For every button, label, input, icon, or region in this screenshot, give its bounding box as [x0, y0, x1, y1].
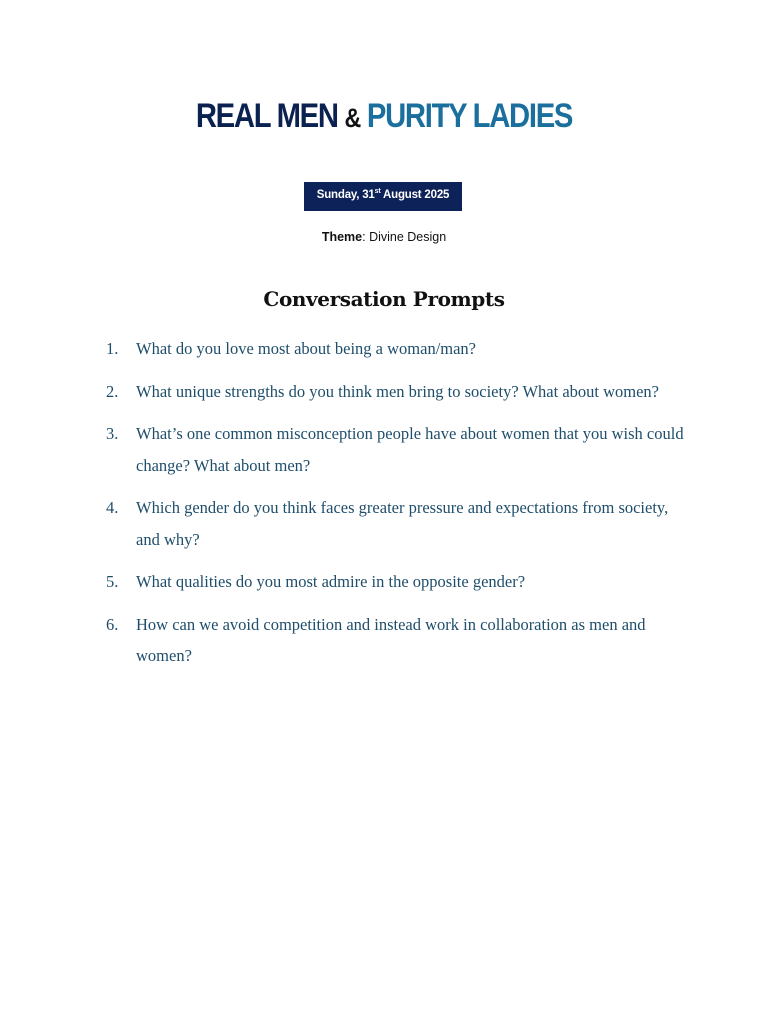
list-item-number: 2.: [106, 381, 119, 401]
list-item-text: What qualities do you most admire in the opposite gender?: [136, 572, 526, 591]
list-item-number: 4.: [106, 498, 119, 517]
title-ampersand: &: [344, 103, 361, 133]
list-item: [106, 418, 686, 481]
date-ordinal: st: [374, 188, 381, 195]
list-item-text: What’s one common misconception people have about women that you wish could change? What about men?: [136, 424, 684, 475]
page-title: [54, 92, 714, 142]
list-item-text: How can we avoid competition and instead work in collaboration as men and women?: [136, 614, 646, 665]
title-purity-ladies: PURITY LADIES: [366, 97, 573, 135]
theme-separator: :: [362, 230, 370, 244]
theme-value: Divine Design: [369, 230, 447, 244]
date-day: Sunday, 31: [316, 189, 375, 201]
title-real-men: REAL MEN: [195, 97, 338, 135]
prompts-list: [106, 333, 686, 683]
list-item-number: 3.: [106, 424, 119, 443]
theme-label: Theme: [321, 230, 363, 244]
list-item-text: Which gender do you think faces greater pressure and expectations from society, and why?: [136, 498, 669, 549]
list-item: [106, 566, 686, 598]
date-badge: [304, 182, 462, 211]
list-item-number: 6.: [106, 614, 119, 634]
list-item-number: 1.: [106, 339, 119, 358]
list-item: [106, 333, 686, 365]
list-item-text: What unique strengths do you think men bring to society? What about women?: [136, 381, 660, 401]
list-item: [106, 376, 686, 408]
list-item: [106, 609, 686, 672]
date-month-year: August 2025: [380, 189, 450, 201]
theme-line: [0, 228, 768, 246]
section-heading: Conversation Prompts: [263, 287, 505, 311]
list-item-number: 5.: [106, 572, 119, 591]
list-item-text: What do you love most about being a woman/man?: [136, 339, 477, 358]
list-item: [106, 492, 686, 555]
